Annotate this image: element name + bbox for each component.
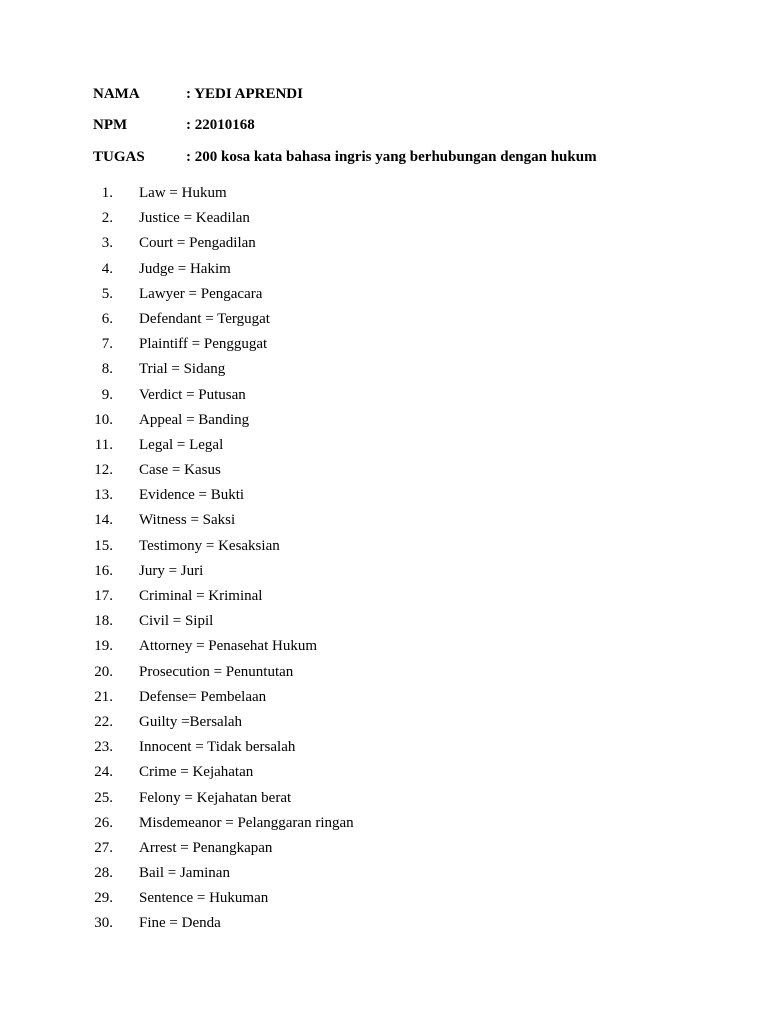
list-item-number: 9. xyxy=(101,386,113,403)
list-item-text: Judge = Hakim xyxy=(139,260,231,277)
list-item-number: 19. xyxy=(94,638,113,655)
list-item-number: 1. xyxy=(101,185,113,201)
list-item-number: 26. xyxy=(94,814,113,831)
list-item-number: 28. xyxy=(94,865,113,882)
list-item-text: Sentence = Hukuman xyxy=(139,890,269,907)
nama-label: NAMA xyxy=(93,86,140,102)
npm-value: : 22010168 xyxy=(186,117,255,134)
list-item xyxy=(93,286,653,311)
list-item-text: Trial = Sidang xyxy=(139,361,226,378)
list-item xyxy=(93,764,653,789)
list-item-number: 3. xyxy=(101,235,113,252)
list-item-number: 24. xyxy=(94,764,113,781)
list-item-number: 13. xyxy=(94,487,113,504)
list-item xyxy=(93,739,653,764)
list-item-number: 17. xyxy=(94,588,113,604)
list-item xyxy=(93,361,653,386)
list-item xyxy=(93,437,653,462)
list-item-number: 25. xyxy=(94,789,113,806)
list-item-text: Defendant = Tergugat xyxy=(139,310,270,327)
list-item-text: Attorney = Penasehat Hukum xyxy=(139,638,318,655)
list-item xyxy=(93,815,653,840)
list-item-text: Appeal = Banding xyxy=(139,411,250,428)
header-row-nama xyxy=(93,86,713,117)
list-item xyxy=(93,336,653,361)
list-item xyxy=(93,664,653,689)
list-item xyxy=(93,714,653,739)
list-item xyxy=(93,790,653,815)
header-row-tugas xyxy=(93,149,713,180)
list-item-number: 20. xyxy=(94,663,113,680)
list-item xyxy=(93,865,653,890)
list-item xyxy=(93,512,653,537)
tugas-label: TUGAS xyxy=(93,148,145,165)
list-item-number: 11. xyxy=(94,436,113,453)
list-item-number: 15. xyxy=(94,537,113,554)
list-item-text: Testimony = Kesaksian xyxy=(139,537,280,554)
list-item xyxy=(93,890,653,915)
list-item-text: Defense= Pembelaan xyxy=(139,688,267,705)
list-item xyxy=(93,689,653,714)
list-item xyxy=(93,840,653,865)
list-item-number: 5. xyxy=(101,285,113,302)
list-item xyxy=(93,487,653,512)
list-item-number: 7. xyxy=(101,336,113,353)
list-item-number: 16. xyxy=(94,562,113,579)
list-item-text: Prosecution = Penuntutan xyxy=(139,663,294,680)
list-item xyxy=(93,311,653,336)
list-item-text: Bail = Jaminan xyxy=(139,865,230,882)
nama-value: : YEDI APRENDI xyxy=(186,86,303,102)
list-item-number: 10. xyxy=(94,411,113,428)
list-item-number: 18. xyxy=(94,613,113,630)
list-item-text: Jury = Juri xyxy=(139,562,204,579)
list-item-text: Justice = Keadilan xyxy=(139,210,250,227)
list-item xyxy=(93,185,653,210)
vocabulary-list xyxy=(93,185,653,941)
list-item-text: Crime = Kejahatan xyxy=(139,764,254,781)
list-item xyxy=(93,387,653,412)
list-item-text: Court = Pengadilan xyxy=(139,235,256,252)
list-item xyxy=(93,915,653,940)
list-item-number: 4. xyxy=(101,260,113,277)
list-item-number: 14. xyxy=(94,512,113,529)
list-item-text: Criminal = Kriminal xyxy=(139,588,263,604)
list-item xyxy=(93,638,653,663)
document-header xyxy=(93,86,713,180)
list-item xyxy=(93,462,653,487)
list-item-text: Evidence = Bukti xyxy=(139,487,245,504)
list-item-number: 30. xyxy=(94,915,113,932)
list-item-number: 21. xyxy=(94,688,113,705)
npm-label: NPM xyxy=(93,117,128,134)
list-item-number: 27. xyxy=(94,839,113,856)
list-item-number: 22. xyxy=(94,713,113,730)
list-item-text: Witness = Saksi xyxy=(139,512,236,529)
list-item-number: 23. xyxy=(94,739,113,756)
list-item-text: Verdict = Putusan xyxy=(139,386,246,403)
list-item-text: Misdemeanor = Pelanggaran ringan xyxy=(139,814,354,831)
list-item xyxy=(93,563,653,588)
list-item-text: Innocent = Tidak bersalah xyxy=(139,739,296,756)
list-item-number: 2. xyxy=(101,210,113,227)
list-item xyxy=(93,261,653,286)
list-item xyxy=(93,412,653,437)
list-item-number: 29. xyxy=(94,890,113,907)
list-item-number: 12. xyxy=(94,462,113,479)
list-item-number: 6. xyxy=(101,310,113,327)
list-item-number: 8. xyxy=(101,361,113,378)
list-item-text: Legal = Legal xyxy=(139,436,224,453)
list-item-text: Plaintiff = Penggugat xyxy=(139,336,268,353)
list-item xyxy=(93,210,653,235)
header-row-npm xyxy=(93,117,713,148)
list-item-text: Law = Hukum xyxy=(139,185,227,201)
list-item-text: Civil = Sipil xyxy=(139,613,214,630)
list-item xyxy=(93,235,653,260)
list-item xyxy=(93,588,653,613)
list-item-text: Case = Kasus xyxy=(139,462,221,479)
tugas-value: : 200 kosa kata bahasa ingris yang berhubungan dengan hukum xyxy=(186,148,597,165)
list-item-text: Felony = Kejahatan berat xyxy=(139,789,292,806)
list-item-text: Fine = Denda xyxy=(139,915,221,932)
list-item-text: Guilty =Bersalah xyxy=(139,713,243,730)
list-item xyxy=(93,613,653,638)
list-item-text: Arrest = Penangkapan xyxy=(139,839,273,856)
list-item-text: Lawyer = Pengacara xyxy=(139,285,263,302)
list-item xyxy=(93,538,653,563)
